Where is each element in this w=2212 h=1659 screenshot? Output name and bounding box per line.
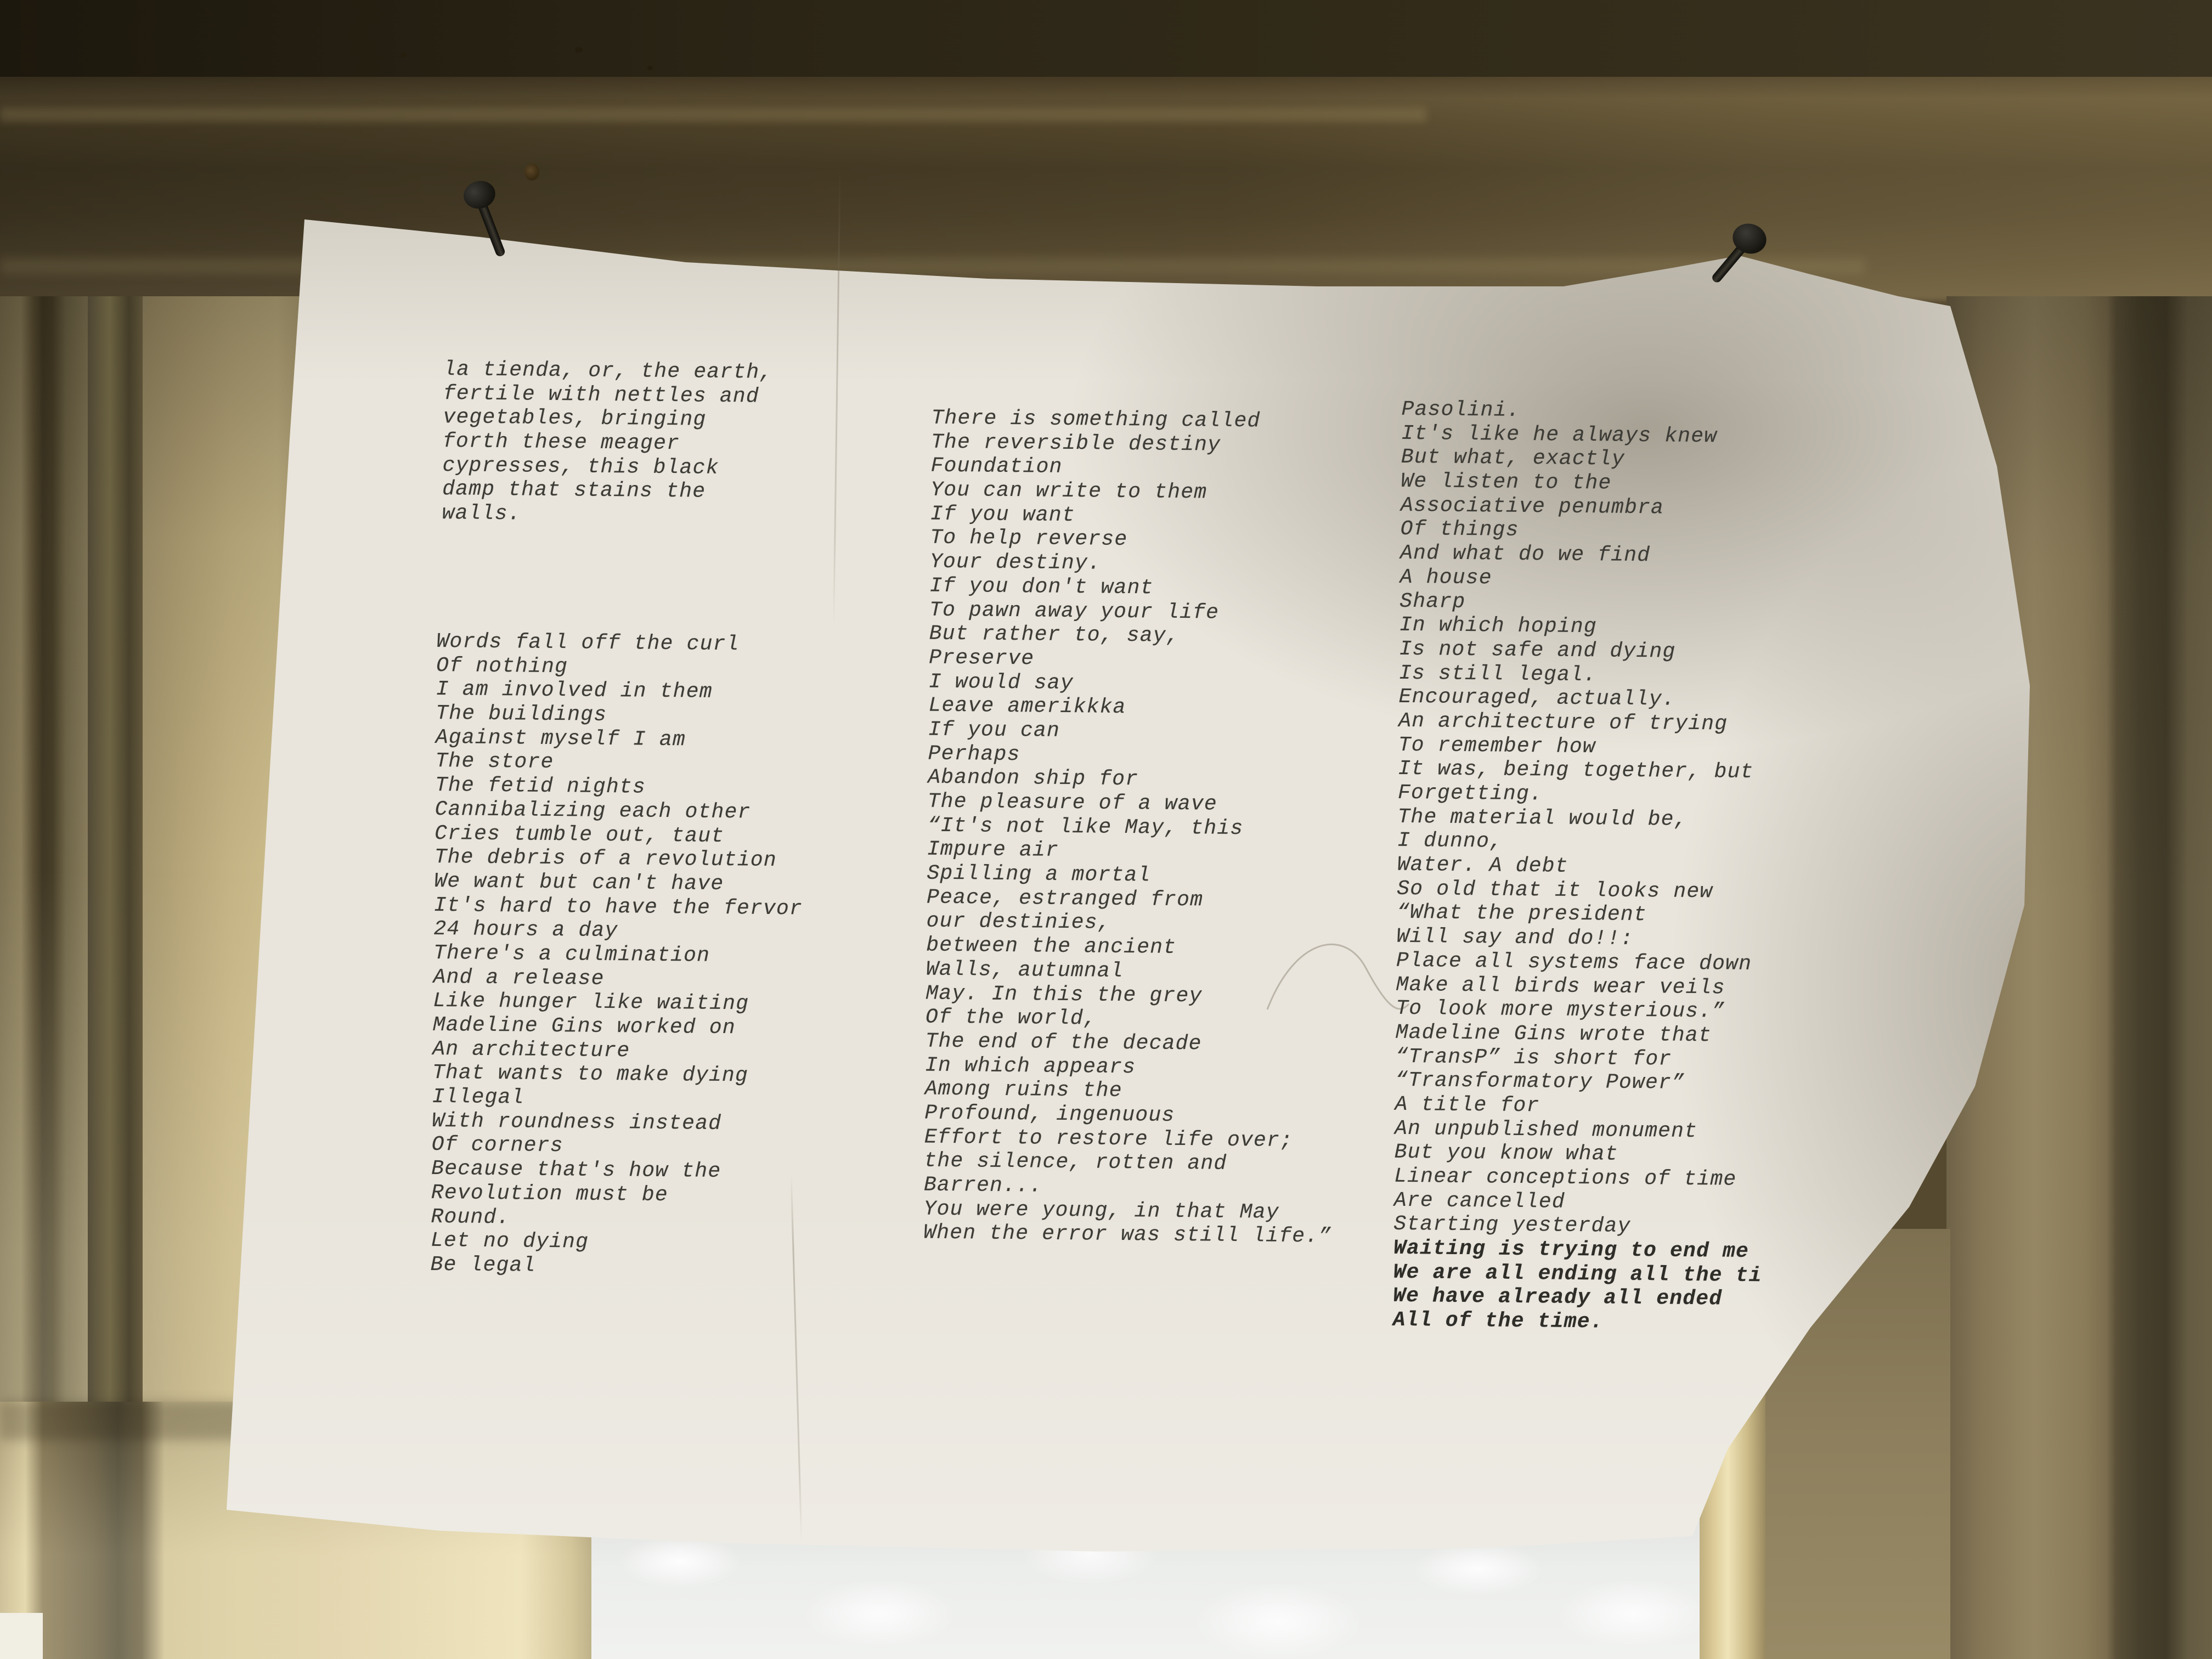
- poem-line: The reversible destiny: [930, 430, 1221, 457]
- poem-line: Of the world,: [925, 1005, 1097, 1031]
- poem-line: Place all systems face down: [1396, 949, 1752, 976]
- poem-line: Illegal: [432, 1085, 524, 1110]
- poem-line: But you know what: [1394, 1141, 1618, 1167]
- poem-line: Will say and do!!:: [1396, 924, 1634, 951]
- poem-line: the silence, rotten and: [924, 1149, 1227, 1176]
- poem-line: Among ruins the: [924, 1077, 1122, 1103]
- poem-line: Your destiny.: [929, 550, 1102, 575]
- poem-line: Effort to restore life over;: [924, 1125, 1294, 1153]
- poem-line: An unpublished monument: [1394, 1116, 1698, 1143]
- poem-line: Walls, autumnal: [926, 957, 1124, 983]
- poem-line: Abandon ship for: [927, 765, 1139, 792]
- poem-line: But what, exactly: [1401, 445, 1626, 472]
- poem-line: Madeline Gins worked on: [432, 1013, 736, 1040]
- poem-line: With roundness instead: [431, 1109, 722, 1136]
- poem-line: Perhaps: [928, 742, 1020, 766]
- poem-line: The pleasure of a wave: [927, 789, 1218, 816]
- poem-line: Peace, estranged from: [926, 885, 1204, 912]
- poem-line: between the ancient: [926, 933, 1177, 960]
- poem-line: If you don't want: [929, 574, 1154, 600]
- poem-line: So old that it looks new: [1397, 877, 1713, 904]
- poem-line: There's a culmination: [433, 941, 710, 968]
- poem-line: “What the president: [1396, 901, 1647, 927]
- poem-line: Pasolini.: [1401, 397, 1520, 422]
- poem-line: Starting yesterday: [1393, 1212, 1631, 1239]
- poem-line: If you want: [930, 502, 1076, 527]
- poem-line: To look more mysterious.”: [1395, 996, 1725, 1024]
- poem-line: Let no dying: [430, 1229, 589, 1254]
- poem-line: And what do we find: [1400, 541, 1651, 568]
- poem-line: I am involved in them: [436, 678, 713, 704]
- poem-line: Madeline Gins wrote that: [1395, 1020, 1712, 1048]
- poem-line: You were young, in that May: [923, 1197, 1279, 1224]
- poem-line: It's like he always knew: [1401, 421, 1718, 449]
- poem-line: An architecture of trying: [1398, 709, 1728, 736]
- poem-line: We listen to the: [1401, 469, 1612, 495]
- poem-line: The buildings: [436, 702, 607, 727]
- poem-line: forth these meager: [442, 430, 680, 456]
- poem-line: la tienda, or, the earth,: [443, 358, 773, 385]
- poem-line: Forgetting.: [1397, 781, 1543, 806]
- poem-line: Associative penumbra: [1400, 493, 1664, 520]
- poem-line: The store: [435, 749, 554, 775]
- poem-column-2: [923, 407, 1340, 1249]
- poem-line: An architecture: [432, 1037, 630, 1063]
- poem-line: “TransP” is short for: [1395, 1045, 1672, 1071]
- poem-line: walls.: [442, 501, 521, 526]
- poem-line: There is something called: [931, 406, 1261, 433]
- poem-line: Because that's how the: [431, 1157, 721, 1184]
- poem-line: May. In this the grey: [926, 981, 1203, 1008]
- poem-line: Leave amerikkka: [928, 693, 1126, 720]
- poem-line: Make all birds wear veils: [1396, 973, 1725, 1000]
- poem-column-1-stanza-1: [442, 358, 773, 529]
- poem-line: Of corners: [431, 1133, 563, 1158]
- poem-line: If you can: [928, 718, 1060, 743]
- poem-line: “Transformatory Power”: [1395, 1069, 1685, 1096]
- poem-line: Water. A debt: [1397, 853, 1568, 878]
- poem-line: We are all ending all the ti: [1393, 1260, 1762, 1288]
- poem-line: Waiting is trying to end me: [1393, 1236, 1750, 1264]
- poem-line: Like hunger like waiting: [432, 989, 749, 1016]
- poem-line: Profound, ingenuous: [924, 1101, 1175, 1127]
- poem-line: cypresses, this black: [442, 453, 719, 480]
- poem-line: The debris of a revolution: [434, 845, 777, 873]
- poem-line: A house: [1400, 565, 1492, 590]
- poem-line: Against myself I am: [435, 725, 686, 752]
- poem-line: Sharp: [1400, 589, 1466, 614]
- poem-line: Is not safe and dying: [1399, 637, 1676, 664]
- poem-line: Linear conceptions of time: [1394, 1164, 1737, 1192]
- poem-line: fertile with nettles and: [443, 381, 760, 409]
- poem-line: Of things: [1400, 517, 1519, 543]
- poem-line: Preserve: [929, 646, 1035, 671]
- poem-column-3: [1392, 398, 1770, 1336]
- poem-line: All of the time.: [1392, 1308, 1604, 1334]
- poem-line: Foundation: [930, 454, 1063, 479]
- poem-line: It was, being together, but: [1398, 757, 1754, 785]
- poem-line: 24 hours a day: [433, 917, 618, 943]
- poem-line: Cannibalizing each other: [435, 797, 751, 825]
- poem-line: Of nothing: [436, 653, 568, 679]
- poem-line: Barren...: [923, 1173, 1043, 1198]
- poem-line: But rather to, say,: [929, 622, 1180, 648]
- poem-line: I dunno,: [1397, 829, 1503, 854]
- poem-line: To remember how: [1398, 733, 1596, 759]
- poem-line: Revolution must be: [431, 1181, 669, 1207]
- poem-line: Impure air: [927, 837, 1059, 863]
- poem-line: You can write to them: [930, 478, 1207, 505]
- poem-line: Be legal: [430, 1252, 536, 1278]
- poem-line: In which appears: [924, 1053, 1136, 1079]
- poem-column-1-stanza-2: [430, 630, 805, 1280]
- poem-line: “It's not like May, this: [927, 814, 1244, 840]
- poem-line: Encouraged, actually.: [1398, 685, 1675, 712]
- poem-line: The end of the decade: [925, 1029, 1202, 1056]
- poem-line: In which hoping: [1399, 613, 1598, 639]
- poem-line: To help reverse: [930, 526, 1128, 552]
- poem-line: vegetables, bringing: [443, 405, 707, 432]
- poem-line: That wants to make dying: [432, 1061, 749, 1088]
- poem-line: Spilling a mortal: [927, 861, 1151, 888]
- poem-line: I would say: [928, 670, 1074, 695]
- poem-line: To pawn away your life: [929, 598, 1220, 625]
- poem-line: our destinies,: [926, 910, 1111, 935]
- poem-line: When the error was still life.”: [923, 1221, 1332, 1249]
- poem-line: The fetid nights: [435, 774, 646, 799]
- poem-line: The material would be,: [1397, 805, 1688, 832]
- poem-line: We have already all ended: [1392, 1284, 1723, 1311]
- poem-line: We want but can't have: [434, 869, 724, 896]
- poem-line: Round.: [431, 1205, 510, 1229]
- poem-line: Are cancelled: [1393, 1188, 1566, 1214]
- poem-line: damp that stains the: [442, 477, 706, 504]
- poem-line: And a release: [433, 965, 605, 991]
- poem-line: A title for: [1395, 1092, 1540, 1118]
- poem-line: Words fall off the curl: [436, 629, 740, 657]
- poem-line: It's hard to have the fervor: [433, 893, 803, 921]
- poem-line: Is still legal.: [1398, 661, 1597, 687]
- poem-line: Cries tumble out, taut: [434, 821, 725, 848]
